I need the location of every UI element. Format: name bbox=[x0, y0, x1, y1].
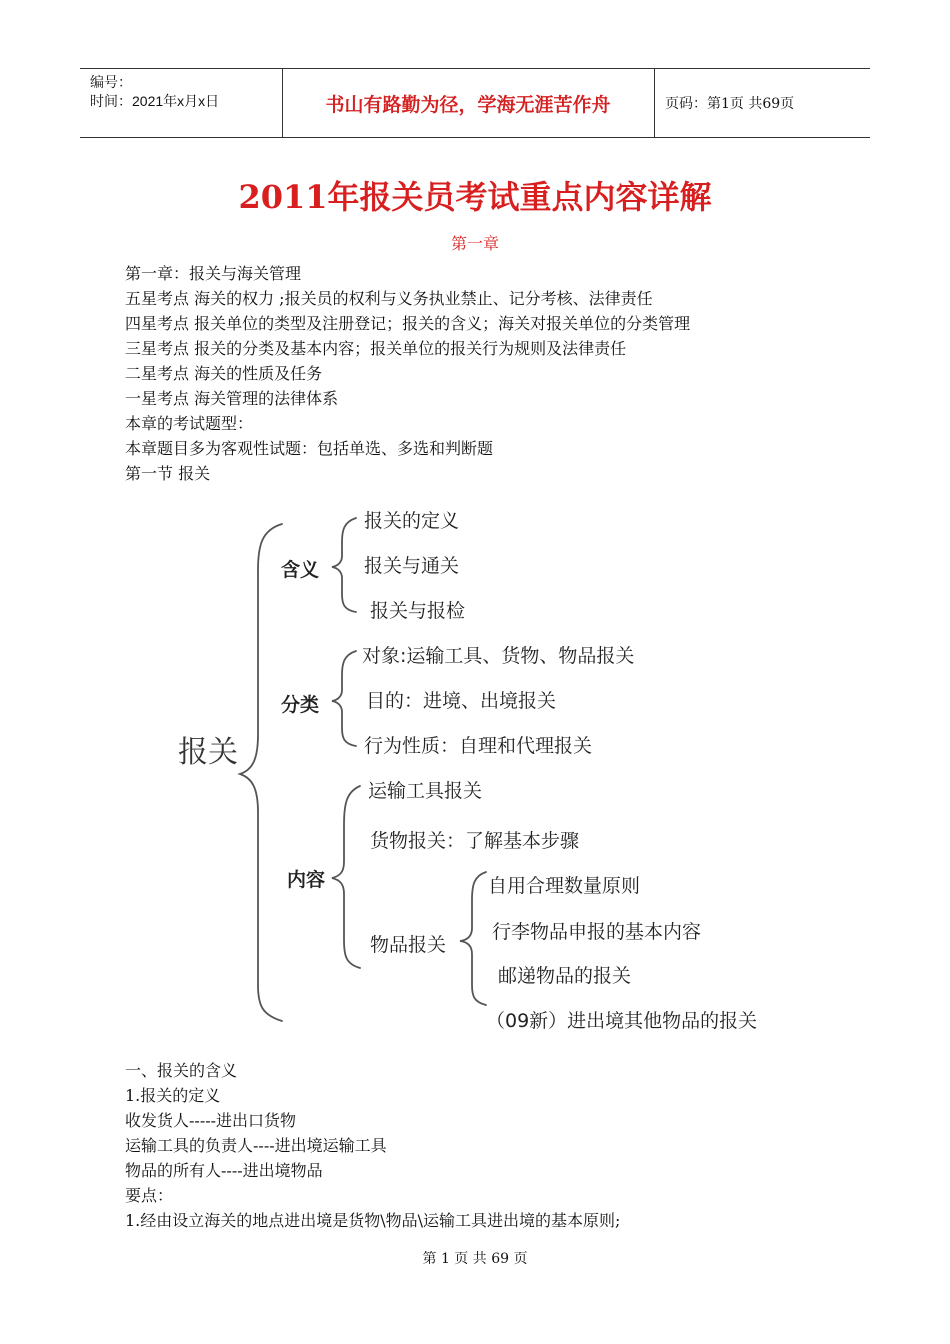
body-line: 一、报关的含义 bbox=[125, 1061, 238, 1080]
intro-line: 二星考点 海关的性质及任务 bbox=[125, 364, 323, 383]
time-label: 时间：2021年x月x日 bbox=[90, 93, 220, 109]
number-label: 编号： bbox=[90, 74, 132, 90]
category-item: 行为性质：自理和代理报关 bbox=[364, 735, 593, 757]
goods-item: 邮递物品的报关 bbox=[498, 965, 632, 987]
intro-line: 四星考点 报关单位的类型及注册登记；报关的含义；海关对报关单位的分类管理 bbox=[125, 314, 691, 333]
meaning-label: 含义 bbox=[281, 559, 320, 581]
body-line: 1.经由设立海关的地点进出境是货物\物品\运输工具进出境的基本原则; bbox=[125, 1211, 621, 1230]
category-label: 分类 bbox=[281, 694, 320, 716]
goods-item: 行李物品申报的基本内容 bbox=[492, 921, 702, 943]
root-brace bbox=[240, 524, 282, 1021]
header-motto: 书山有路勤为径，学海无涯苦作舟 bbox=[325, 93, 611, 116]
content-item: 货物报关：了解基本步骤 bbox=[370, 830, 580, 852]
body-line: 运输工具的负责人----进出境运输工具 bbox=[125, 1136, 387, 1155]
meaning-item: 报关的定义 bbox=[364, 510, 460, 532]
intro-line: 五星考点 海关的权力 ;报关员的权利与义务执业禁止、记分考核、法律责任 bbox=[125, 289, 653, 308]
goods-brace bbox=[460, 872, 486, 1005]
category-brace bbox=[332, 651, 356, 746]
intro-line: 三星考点 报关的分类及基本内容；报关单位的报关行为规则及法律责任 bbox=[125, 339, 627, 358]
mindmap-root: 报关 bbox=[178, 735, 238, 770]
content-item: 运输工具报关 bbox=[368, 780, 483, 802]
body-line: 收发货人-----进出口货物 bbox=[125, 1111, 297, 1130]
intro-line: 本章题目多为客观性试题：包括单选、多选和判断题 bbox=[125, 439, 494, 458]
meaning-item: 报关与通关 bbox=[364, 555, 460, 577]
intro-line: 第一章：报关与海关管理 bbox=[125, 264, 302, 283]
body-line: 要点： bbox=[125, 1186, 174, 1205]
chapter-heading: 第一章 bbox=[450, 234, 499, 253]
goods-item: （09新）进出境其他物品的报关 bbox=[486, 1010, 758, 1032]
document-title: 2011年报关员考试重点内容详解 bbox=[238, 178, 712, 216]
category-item: 对象:运输工具、货物、物品报关 bbox=[362, 645, 635, 667]
body-line: 物品的所有人----进出境物品 bbox=[125, 1161, 323, 1180]
intro-line: 一星考点 海关管理的法律体系 bbox=[125, 389, 339, 408]
content-label: 内容 bbox=[287, 869, 326, 891]
goods-item: 自用合理数量原则 bbox=[488, 875, 641, 897]
meaning-item: 报关与报检 bbox=[370, 600, 466, 622]
content-item: 物品报关 bbox=[370, 934, 447, 956]
intro-line: 本章的考试题型： bbox=[125, 414, 254, 433]
page-footer: 第 1 页 共 69 页 bbox=[422, 1251, 528, 1267]
content-brace bbox=[332, 786, 360, 968]
category-item: 目的：进境、出境报关 bbox=[366, 690, 557, 712]
meaning-brace bbox=[332, 518, 356, 612]
body-line: 1.报关的定义 bbox=[125, 1086, 221, 1105]
section-heading: 第一节 报关 bbox=[125, 464, 211, 483]
header-page-info: 页码：第1页 共69页 bbox=[665, 96, 795, 112]
